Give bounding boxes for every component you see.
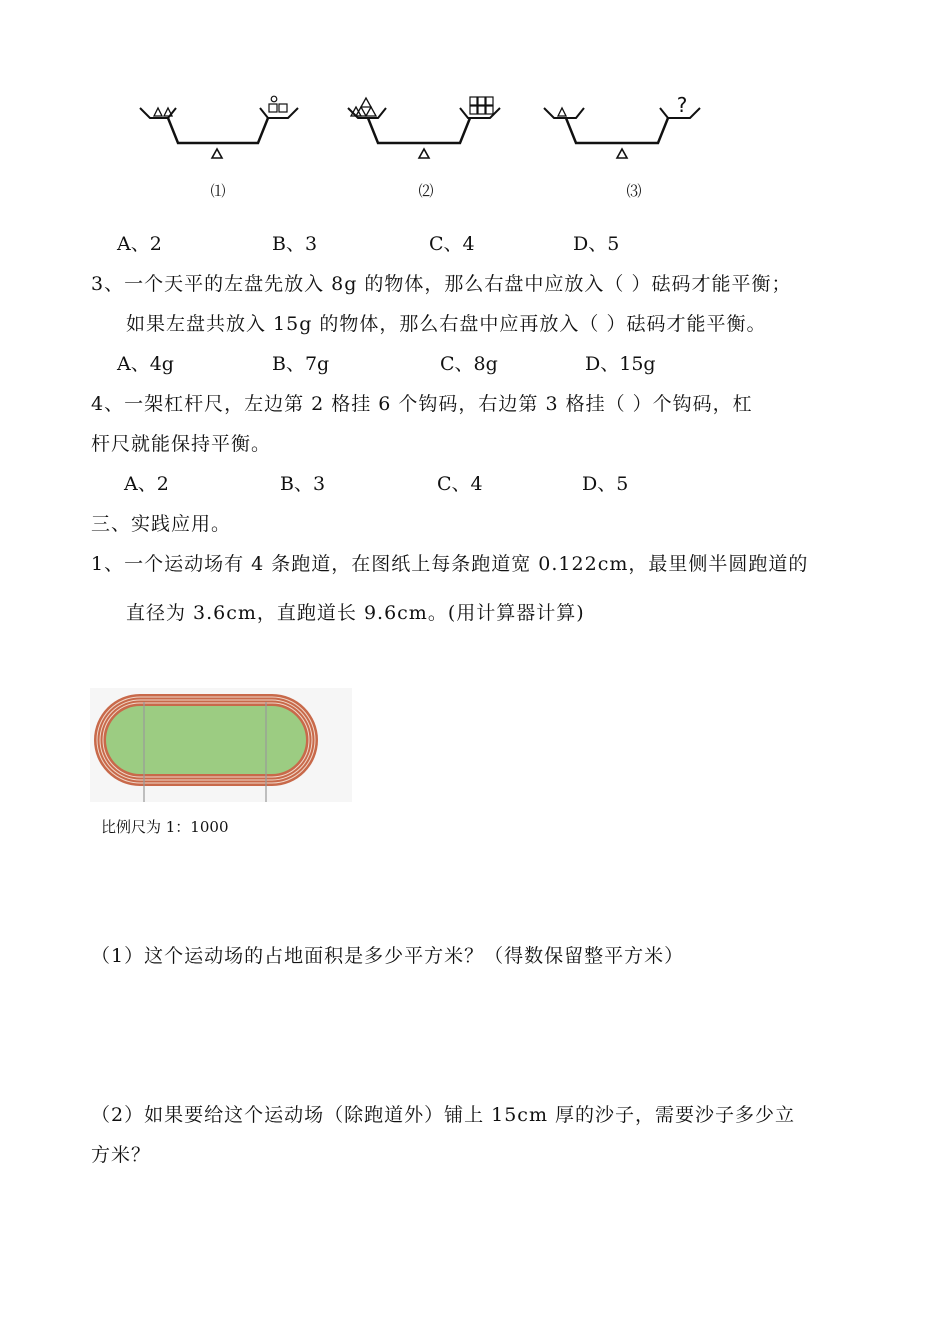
balance-label-2: ⑵ (418, 182, 434, 200)
field (106, 706, 306, 774)
sub-question-2-line-2: 方米？ (91, 1144, 152, 1166)
q4-option-b: B、3 (280, 473, 326, 495)
balance-diagrams (130, 88, 720, 206)
section-3-title: 三、实践应用。 (91, 513, 232, 535)
balance-label-1: ⑴ (210, 182, 226, 200)
q2-option-a: A、2 (117, 233, 162, 255)
scale-label: 比例尺为 1：1000 (101, 818, 229, 836)
q3-option-d: D、15g (585, 353, 656, 375)
balance-3 (544, 93, 700, 158)
q3-option-a: A、4g (117, 353, 174, 375)
q3-line-2: 如果左盘共放入 15g 的物体，那么右盘中应再放入（ ）砝码才能平衡。 (126, 313, 767, 335)
fulcrum (212, 149, 222, 158)
sub-question-1: （1）这个运动场的占地面积是多少平方米？（得数保留整平方米） (91, 945, 685, 967)
square-weight (269, 104, 277, 112)
balance-label-3: ⑶ (626, 182, 642, 200)
circle-weight (271, 96, 277, 102)
square-weight (279, 104, 287, 112)
running-track-diagram (90, 688, 352, 802)
q2-option-c: C、4 (429, 233, 475, 255)
q3-line-1: 3、一个天平的左盘先放入 8g 的物体，那么右盘中应放入（ ）砝码才能平衡； (91, 273, 792, 295)
q4-option-a: A、2 (124, 473, 169, 495)
triangle-weight (154, 108, 162, 116)
problem-1-line-1: 1、一个运动场有 4 条跑道，在图纸上每条跑道宽 0.122cm，最里侧半圆跑道的 (91, 553, 809, 575)
q3-option-c: C、8g (440, 353, 498, 375)
sub-question-2-line-1: （2）如果要给这个运动场（除跑道外）铺上 15cm 厚的沙子，需要沙子多少立 (91, 1104, 796, 1126)
q2-option-b: B、3 (272, 233, 318, 255)
q4-line-2: 杆尺就能保持平衡。 (91, 433, 272, 455)
q4-line-1: 4、一架杠杆尺，左边第 2 格挂 6 个钩码，右边第 3 格挂（ ）个钩码，杠 (91, 393, 753, 415)
problem-1-line-2: 直径为 3.6cm，直跑道长 9.6cm。(用计算器计算) (126, 602, 585, 624)
q2-option-d: D、5 (573, 233, 620, 255)
triangle-weight (164, 108, 172, 116)
q4-option-d: D、5 (582, 473, 629, 495)
balance-1 (140, 96, 298, 158)
q3-option-b: B、7g (272, 353, 330, 375)
balance-2 (348, 97, 500, 158)
q4-option-c: C、4 (437, 473, 483, 495)
question-mark: ? (676, 93, 688, 117)
